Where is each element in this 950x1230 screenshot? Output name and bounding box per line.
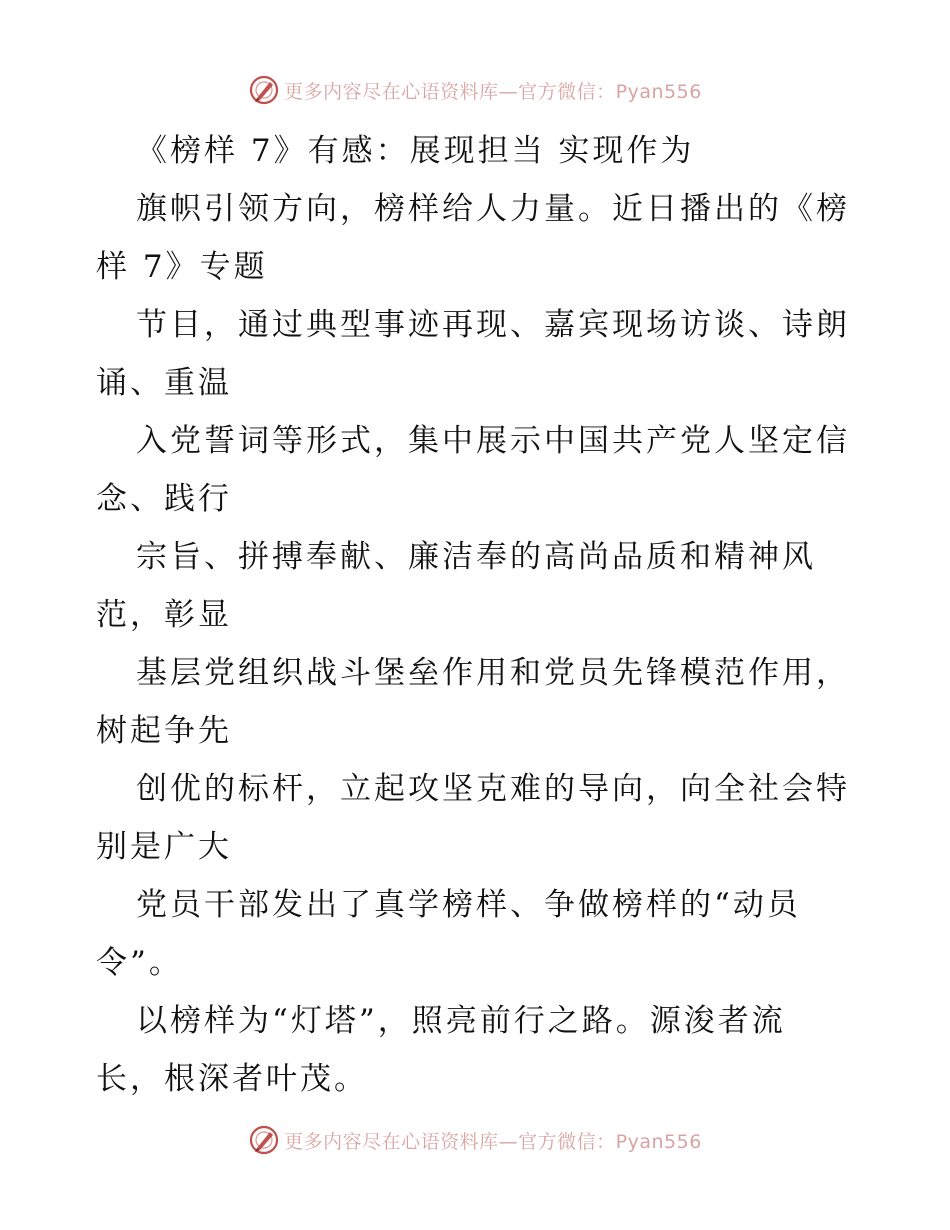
pen-seal-icon (248, 1124, 280, 1156)
watermark-footer (0, 1120, 950, 1160)
text-line: 树起争先 (96, 713, 232, 749)
text-line: 党员干部发出了真学榜样、争做榜样的“动员 (136, 887, 801, 923)
text-line: 创优的标杆，立起攻坚克难的导向，向全社会特 (136, 771, 850, 807)
text-line: 别是广大 (96, 829, 232, 865)
text-line: 样 7》专题 (96, 249, 268, 285)
text-line: 《榜样 7》有感：展现担当 实现作为 (136, 133, 695, 169)
watermark-text: 更多内容尽在心语资料库—官方微信：Pyan556 (284, 1130, 702, 1153)
pen-seal-icon (248, 74, 280, 106)
watermark-text: 更多内容尽在心语资料库—官方微信：Pyan556 (284, 80, 702, 103)
text-line: 诵、重温 (96, 365, 232, 401)
text-line: 旗帜引领方向，榜样给人力量。近日播出的《榜 (136, 191, 850, 227)
text-line: 念、践行 (96, 481, 232, 517)
text-line: 节目，通过典型事迹再现、嘉宾现场访谈、诗朗 (136, 307, 850, 343)
text-line: 入党誓词等形式，集中展示中国共产党人坚定信 (136, 423, 850, 459)
text-line: 范，彰显 (96, 597, 232, 633)
text-line: 宗旨、拼搏奉献、廉洁奉的高尚品质和精神风 (136, 539, 816, 575)
text-line: 令”。 (96, 945, 183, 981)
text-line: 以榜样为“灯塔”，照亮前行之路。源浚者流 (136, 1003, 786, 1039)
text-line: 长，根深者叶茂。 (96, 1061, 368, 1097)
watermark-header (0, 70, 950, 110)
document-body (96, 122, 866, 1108)
text-line: 基层党组织战斗堡垒作用和党员先锋模范作用， (136, 655, 850, 691)
